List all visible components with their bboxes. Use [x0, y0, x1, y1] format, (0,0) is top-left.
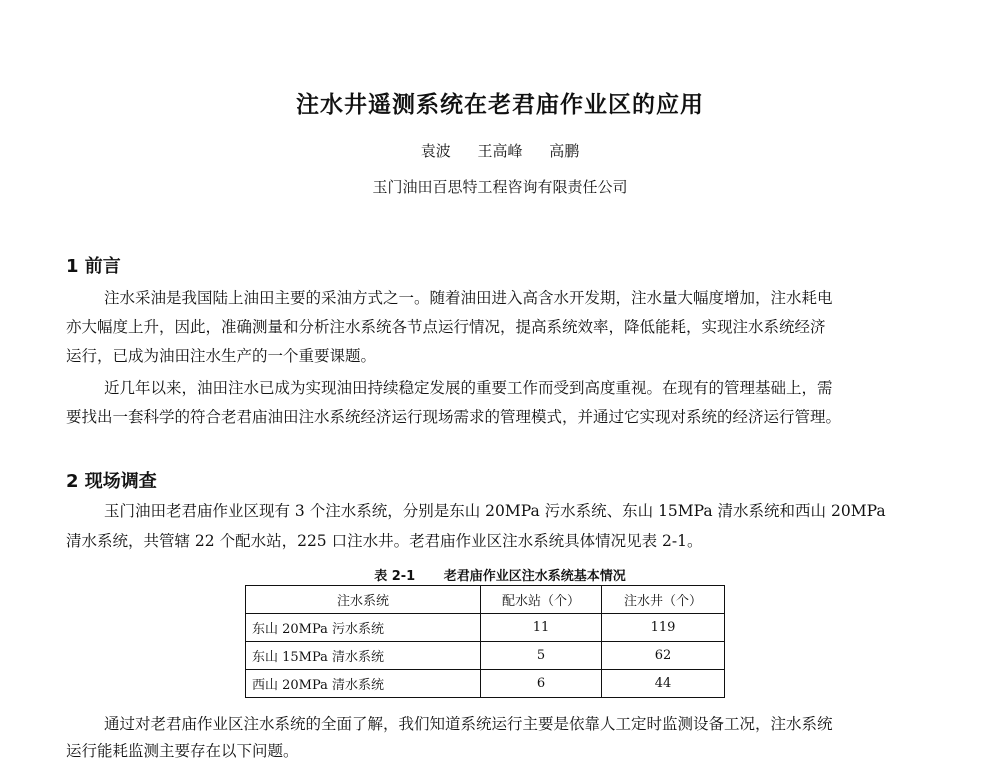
table-cell: 东山 15MPa 清水系统 [246, 642, 481, 670]
paragraph-line: 亦大幅度上升，因此，准确测量和分析注水系统各节点运行情况，提高系统效率，降低能耗，实现注水系统经济 [66, 318, 826, 336]
paragraph-line: 清水系统，共管辖 22 个配水站，225 口注水井。老君庙作业区注水系统具体情况见表 2-1。 [66, 532, 703, 550]
table-caption-text: 老君庙作业区注水系统基本情况 [443, 569, 626, 584]
paragraph-line: 注水采油是我国陆上油田主要的采油方式之一。随着油田进入高含水开发期，注水量大幅度增加，注水耗电 [104, 289, 833, 307]
table-cell: 东山 20MPa 污水系统 [246, 614, 481, 642]
table-row [246, 642, 725, 670]
author-name: 王高峰 [477, 142, 523, 160]
paragraph-line: 玉门油田老君庙作业区现有 3 个注水系统，分别是东山 20MPa 污水系统、东山 15MPa 清水系统和西山 20MPa [104, 502, 886, 520]
author-name: 高鹏 [549, 142, 580, 160]
paragraph-line: 运行能耗监测主要存在以下问题。 [66, 742, 299, 760]
paragraph-line: 近几年以来，油田注水已成为实现油田持续稳定发展的重要工作而受到高度重视。在现有的管理基础上，需 [104, 379, 833, 397]
table-row [246, 670, 725, 698]
author-list [0, 140, 1000, 161]
table-cell: 5 [481, 642, 602, 670]
table-caption [0, 565, 1000, 584]
column-header: 配水站（个） [481, 586, 602, 614]
table-cell: 西山 20MPa 清水系统 [246, 670, 481, 698]
table-cell: 119 [602, 614, 725, 642]
section-heading-introduction: 1 前言 [66, 256, 121, 277]
paragraph-line: 要找出一套科学的符合老君庙油田注水系统经济运行现场需求的管理模式，并通过它实现对系统的经济运行管理。 [66, 408, 842, 426]
table-cell: 6 [481, 670, 602, 698]
table-cell: 44 [602, 670, 725, 698]
author-name: 袁波 [420, 142, 451, 160]
affiliation: 玉门油田百思特工程咨询有限责任公司 [372, 178, 628, 196]
column-header: 注水井（个） [602, 586, 725, 614]
paragraph-line: 运行，已成为油田注水生产的一个重要课题。 [66, 347, 377, 365]
section-heading-survey: 2 现场调查 [66, 471, 157, 492]
table-cell: 11 [481, 614, 602, 642]
paragraph-line: 通过对老君庙作业区注水系统的全面了解，我们知道系统运行主要是依靠人工定时监测设备工况，注水系统 [104, 715, 833, 733]
table-row [246, 614, 725, 642]
water-injection-table [245, 585, 725, 698]
table-cell: 62 [602, 642, 725, 670]
table-label: 表 2-1 [374, 569, 416, 584]
table-header-row [246, 586, 725, 614]
column-header: 注水系统 [246, 586, 481, 614]
paper-title: 注水井遥测系统在老君庙作业区的应用 [296, 92, 704, 118]
